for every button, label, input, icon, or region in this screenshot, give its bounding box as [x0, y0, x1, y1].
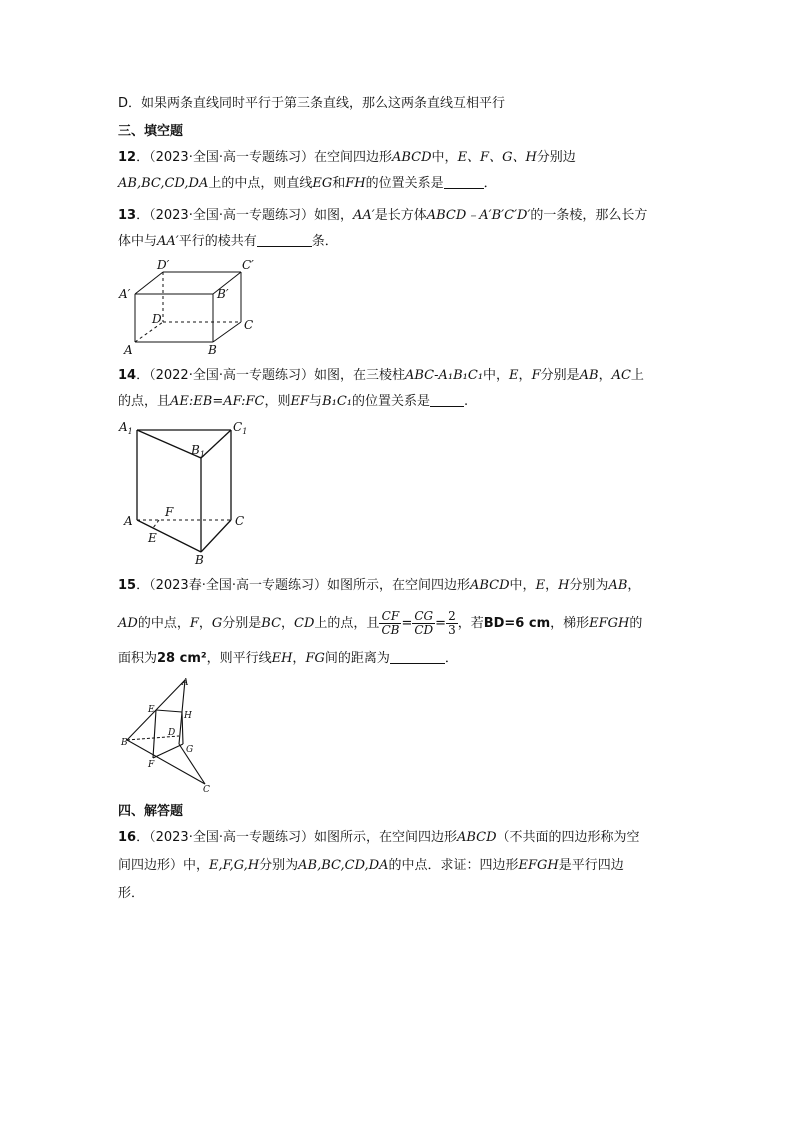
label-a1: $A_1$	[119, 420, 133, 436]
q13-number: 13	[118, 208, 137, 223]
fraction-cg-cd: $\frac{CG}{CD}$	[414, 609, 434, 637]
fraction-two-thirds: $\frac{2}{3}$	[448, 609, 456, 637]
label-d: D	[168, 728, 176, 738]
q16-line-3: 形．	[118, 886, 145, 901]
label-a: A	[124, 514, 133, 528]
option-d-line: D．如果两条直线同时平行于第三条直线，那么这两条直线互相平行	[118, 96, 506, 111]
label-f: F	[148, 760, 155, 770]
q15-answer-blank[interactable]	[390, 649, 445, 664]
label-c: C	[235, 514, 245, 528]
label-a: A	[124, 343, 133, 357]
q16-source: （2023·全国·高一专题练习）	[149, 830, 314, 845]
label-e: E	[148, 705, 155, 715]
q12-number: 12	[118, 150, 137, 165]
q13-line-2: 体中与AA′平行的棱共有 条．	[118, 234, 338, 249]
label-f: F	[165, 505, 174, 519]
prism-figure	[115, 416, 255, 568]
q14-line-1: 14．（2022·全国·高一专题练习）如图，在三棱柱ABC-A₁B₁C₁中，E，F分别是AB，AC上	[118, 368, 644, 383]
label-b1: $B_1$	[191, 443, 205, 459]
q12-line-2: AB,BC,CD,DA上的中点，则直线EG和FH的位置关系是 ．	[118, 176, 497, 191]
section-heading-solution: 四、解答题	[118, 804, 184, 819]
label-c: C	[203, 785, 210, 795]
label-g: G	[186, 745, 194, 755]
q15-number: 15	[118, 578, 137, 593]
label-b: B	[121, 738, 128, 748]
q16-line-1: 16．（2023·全国·高一专题练习）如图所示，在空间四边形ABCD（不共面的四边形称为空	[118, 830, 640, 845]
q12-source: （2023·全国·高一专题练习）	[149, 150, 314, 165]
q15-source: （2023春·全国·高一专题练习）	[149, 578, 327, 593]
q16-line-2: 间四边形）中，E,F,G,H分别为AB,BC,CD,DA的中点．求证：四边形EFGH是平行四边	[118, 858, 624, 873]
label-e: E	[148, 531, 157, 545]
cuboid-figure	[115, 256, 265, 358]
q15-line-2: AD的中点，F，G分别是BC，CD上的点，且 $\frac{CF}{CB}$ = $\frac{CG}{CD}$ = $\frac{2}{3}$ ，若BD=6 cm，梯形EFGH的	[118, 609, 643, 637]
q12-line-1: 12．（2023·全国·高一专题练习）在空间四边形ABCD中，E、F、G、H分别边	[118, 150, 576, 165]
label-a-prime: A′	[119, 287, 131, 301]
label-d-prime: D′	[157, 258, 170, 272]
label-b-prime: B′	[217, 287, 229, 301]
label-b: B	[208, 343, 217, 357]
label-b: B	[195, 553, 204, 567]
q16-number: 16	[118, 830, 137, 845]
q14-source: （2022·全国·高一专题练习）	[149, 368, 314, 383]
q13-answer-blank[interactable]	[257, 232, 312, 247]
q15-line-1: 15．（2023春·全国·高一专题练习）如图所示，在空间四边形ABCD中，E，H分别为AB，	[118, 578, 641, 593]
q14-line-2: 的点，且AE:EB=AF:FC，则EF与B₁C₁的位置关系是 .	[118, 394, 469, 409]
label-c: C	[244, 318, 254, 332]
label-h: H	[184, 711, 192, 721]
space-quadrilateral-figure	[115, 674, 225, 796]
section-heading-fill-in: 三、填空题	[118, 124, 184, 139]
q14-answer-blank[interactable]	[430, 392, 464, 407]
label-d: D	[152, 312, 162, 326]
q13-line-1: 13．（2023·全国·高一专题练习）如图，AA′是长方体ABCD﹣A′B′C′D′的一条棱，那么长方	[118, 208, 648, 223]
q12-answer-blank[interactable]	[444, 174, 484, 189]
fraction-cf-cb: $\frac{CF}{CB}$	[381, 609, 400, 637]
label-a: A	[182, 678, 189, 688]
label-c-prime: C′	[242, 258, 254, 272]
q13-source: （2023·全国·高一专题练习）	[149, 208, 314, 223]
q14-number: 14	[118, 368, 137, 383]
label-c1: $C_1$	[233, 420, 248, 436]
q15-line-3: 面积为28 cm²，则平行线EH，FG间的距离为 ．	[118, 651, 458, 666]
